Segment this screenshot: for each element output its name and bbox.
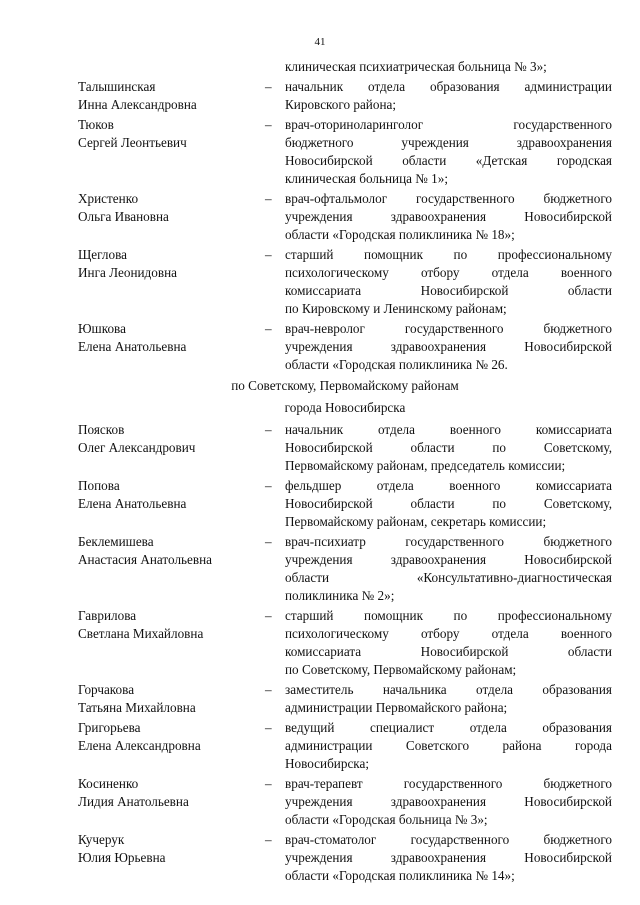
dash-separator: – xyxy=(265,422,272,437)
dash-separator: – xyxy=(265,776,272,791)
member-position-line: поликлиника № 2»; xyxy=(285,588,395,603)
dash-separator: – xyxy=(265,79,272,94)
member-position-line: Первомайскому районам, секретарь комиссии; xyxy=(285,514,547,529)
member-entry xyxy=(78,190,612,244)
member-position xyxy=(285,190,612,244)
member-position xyxy=(285,775,612,829)
member-position-line: по Кировскому и Ленинскому районам; xyxy=(285,301,507,316)
member-position xyxy=(285,116,612,188)
member-name xyxy=(78,533,265,569)
member-position-line: клиническая больница № 1»; xyxy=(285,171,449,186)
member-surname: Попова xyxy=(78,478,120,493)
member-name xyxy=(78,116,265,152)
section-heading-line-1: по Советскому, Первомайскому районам xyxy=(231,378,459,393)
member-surname: Беклемишева xyxy=(78,534,154,549)
member-given-names: Ольга Ивановна xyxy=(78,209,169,224)
dash-separator: – xyxy=(265,534,272,549)
dash-separator: – xyxy=(265,832,272,847)
member-name xyxy=(78,775,265,811)
member-position-line: врач-офтальмолог государственного бюджетного xyxy=(285,191,612,206)
member-position-line: комиссариата Новосибирской области xyxy=(285,283,612,298)
member-given-names: Татьяна Михайловна xyxy=(78,700,196,715)
member-position xyxy=(285,477,612,531)
continuation-line xyxy=(78,58,612,76)
member-given-names: Инга Леонидовна xyxy=(78,265,177,280)
member-position-line: учреждения здравоохранения Новосибирской xyxy=(285,850,612,865)
member-position xyxy=(285,246,612,318)
member-position-line: бюджетного учреждения здравоохранения xyxy=(285,135,612,150)
member-name xyxy=(78,607,265,643)
page-number: 41 xyxy=(314,36,326,48)
dash-separator: – xyxy=(265,117,272,132)
member-surname: Горчакова xyxy=(78,682,135,697)
member-position-line: области «Консультативно-диагностическая xyxy=(285,570,612,585)
member-position-line: учреждения здравоохранения Новосибирской xyxy=(285,209,612,224)
continuation-text-line: клиническая психиатрическая больница № 3»; xyxy=(285,59,547,74)
member-position-line: области «Городская поликлиника № 18»; xyxy=(285,227,515,242)
member-name xyxy=(78,719,265,755)
member-position-line: комиссариата Новосибирской области xyxy=(285,644,612,659)
member-name xyxy=(78,246,265,282)
member-given-names: Юлия Юрьевна xyxy=(78,850,166,865)
member-position-line: администрации Первомайского района; xyxy=(285,700,508,715)
dash-separator: – xyxy=(265,720,272,735)
member-entry xyxy=(78,477,612,531)
member-name xyxy=(78,477,265,513)
member-position-line: учреждения здравоохранения Новосибирской xyxy=(285,552,612,567)
member-position-line: врач-оториноларинголог государственного xyxy=(285,117,612,132)
member-entry xyxy=(78,246,612,318)
member-entry xyxy=(78,607,612,679)
member-position-line: врач-терапевт государственного бюджетного xyxy=(285,776,612,791)
section-heading xyxy=(78,377,612,417)
member-name xyxy=(78,421,265,457)
member-given-names: Анастасия Анатольевна xyxy=(78,552,213,567)
member-entry xyxy=(78,78,612,114)
member-position-line: старший помощник по профессиональному xyxy=(285,247,612,262)
member-surname: Кучерук xyxy=(78,832,125,847)
member-position-line: начальник отдела военного комиссариата xyxy=(285,422,612,437)
member-position-line: Новосибирской области по Советскому, xyxy=(285,440,612,455)
member-entry xyxy=(78,719,612,773)
member-position-line: по Советскому, Первомайскому районам; xyxy=(285,662,517,677)
member-position-line: области «Городская поликлиника № 26. xyxy=(285,357,508,372)
member-position-line: психологическому отбору отдела военного xyxy=(285,626,612,641)
member-position-line: старший помощник по профессиональному xyxy=(285,608,612,623)
member-entry xyxy=(78,681,612,717)
member-position xyxy=(285,831,612,885)
dash-separator: – xyxy=(265,682,272,697)
member-name xyxy=(78,78,265,114)
member-position-line: администрации Советского района города xyxy=(285,738,612,753)
member-list-kirovsky xyxy=(78,78,612,374)
member-given-names: Инна Александровна xyxy=(78,97,197,112)
member-name xyxy=(78,190,265,226)
member-surname: Григорьева xyxy=(78,720,141,735)
member-position xyxy=(285,320,612,374)
member-position-line: Кировского района; xyxy=(285,97,397,112)
member-position-line: учреждения здравоохранения Новосибирской xyxy=(285,794,612,809)
member-position-line: начальник отдела образования администрации xyxy=(285,79,612,94)
member-surname: Гаврилова xyxy=(78,608,137,623)
member-surname: Христенко xyxy=(78,191,139,206)
member-surname: Косиненко xyxy=(78,776,139,791)
member-entry xyxy=(78,116,612,188)
document-body xyxy=(78,58,612,887)
member-position-line: фельдшер отдела военного комиссариата xyxy=(285,478,612,493)
member-surname: Талышинская xyxy=(78,79,156,94)
member-position-line: учреждения здравоохранения Новосибирской xyxy=(285,339,612,354)
member-position-line: Новосибирской области по Советскому, xyxy=(285,496,612,511)
member-name xyxy=(78,681,265,717)
dash-separator: – xyxy=(265,191,272,206)
member-given-names: Елена Анатольевна xyxy=(78,339,187,354)
member-given-names: Олег Александрович xyxy=(78,440,196,455)
member-position xyxy=(285,78,612,114)
member-given-names: Сергей Леонтьевич xyxy=(78,135,187,150)
section-heading-line-2: города Новосибирска xyxy=(284,400,406,415)
continuation-text xyxy=(78,58,612,76)
member-position-line: психологическому отбору отдела военного xyxy=(285,265,612,280)
member-position-line: Первомайскому районам, председатель комиссии; xyxy=(285,458,566,473)
member-position-line: Новосибирска; xyxy=(285,756,370,771)
dash-separator: – xyxy=(265,321,272,336)
member-position xyxy=(285,681,612,717)
dash-separator: – xyxy=(265,478,272,493)
member-entry xyxy=(78,320,612,374)
member-given-names: Лидия Анатольевна xyxy=(78,794,189,809)
member-name xyxy=(78,831,265,867)
member-entry xyxy=(78,831,612,885)
member-position xyxy=(285,719,612,773)
member-surname: Тюков xyxy=(78,117,114,132)
member-entry xyxy=(78,533,612,605)
member-surname: Поясков xyxy=(78,422,125,437)
dash-separator: – xyxy=(265,247,272,262)
member-position xyxy=(285,533,612,605)
member-given-names: Елена Анатольевна xyxy=(78,496,187,511)
member-given-names: Светлана Михайловна xyxy=(78,626,204,641)
member-position-line: врач-стоматолог государственного бюджетного xyxy=(285,832,612,847)
member-position-line: области «Городская поликлиника № 14»; xyxy=(285,868,515,883)
member-position-line: врач-невролог государственного бюджетного xyxy=(285,321,612,336)
member-position xyxy=(285,607,612,679)
member-position-line: ведущий специалист отдела образования xyxy=(285,720,612,735)
member-list-sovetsky xyxy=(78,421,612,885)
member-position-line: врач-психиатр государственного бюджетного xyxy=(285,534,612,549)
member-position xyxy=(285,421,612,475)
member-position-line: Новосибирской области «Детская городская xyxy=(285,153,612,168)
member-given-names: Елена Александровна xyxy=(78,738,201,753)
member-entry xyxy=(78,775,612,829)
member-position-line: области «Городская больница № 3»; xyxy=(285,812,488,827)
dash-separator: – xyxy=(265,608,272,623)
member-entry xyxy=(78,421,612,475)
member-position-line: заместитель начальника отдела образования xyxy=(285,682,612,697)
member-surname: Юшкова xyxy=(78,321,126,336)
member-surname: Щеглова xyxy=(78,247,127,262)
member-name xyxy=(78,320,265,356)
